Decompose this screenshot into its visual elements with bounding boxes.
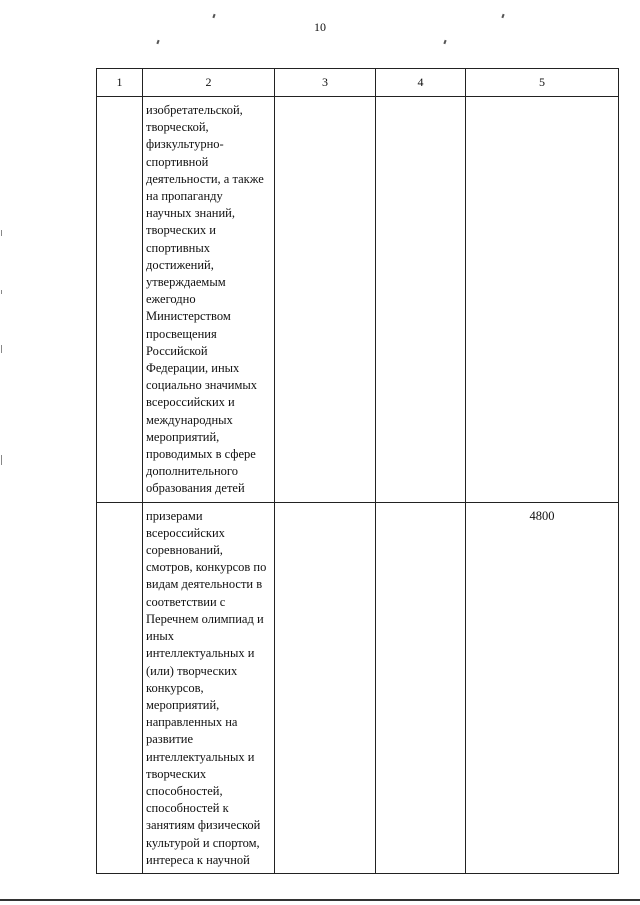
header-col-2: 2 (143, 69, 275, 97)
document-table (96, 68, 619, 874)
cell-col-5-text: 4800 (529, 508, 555, 523)
scan-speck (212, 14, 215, 18)
cell-col-5 (466, 502, 619, 873)
cell-col-2-text: призерами всероссийских соревнований, смотров, конкурсов по видам деятельности в соответствии с Перечнем олимпиад и иных интеллектуальных и (или) творческих конкурсов, мероприятий, направленных на развитие интеллектуальных и творческих способностей, способностей к занятиям физической культурой и спортом, интереса к научной (146, 508, 267, 867)
scan-speck (156, 40, 159, 44)
scan-edge-mark (1, 290, 2, 294)
table-header-row (97, 69, 619, 97)
page-number: 10 (314, 20, 326, 34)
scan-edge-mark (1, 455, 2, 465)
cell-col-2 (143, 97, 275, 503)
scan-edge-mark (1, 345, 2, 353)
table-row (97, 97, 619, 503)
header-col-1: 1 (97, 69, 143, 97)
cell-col-5 (466, 97, 619, 503)
scan-bottom-edge (0, 899, 640, 901)
cell-col-1-text (97, 97, 142, 109)
cell-col-1 (97, 97, 143, 503)
cell-col-4-text (376, 97, 465, 109)
cell-col-2-text: изобретательской, творческой, физкультурно- спортивной деятельности, а также на пропаганду научных знаний, творческих и спортивных достижений, утверждаемым ежегодно Министерством просвещения Российской Федерации, иных социально значимых всероссийских и международных мероприятий, проводимых в сфере дополнительного образования детей (146, 103, 264, 496)
scan-speck (443, 40, 446, 44)
header-col-3: 3 (275, 69, 376, 97)
cell-col-1 (97, 502, 143, 873)
header-col-4: 4 (376, 69, 466, 97)
cell-col-2 (143, 502, 275, 873)
cell-col-3-text (275, 97, 375, 109)
scan-edge-mark (1, 230, 2, 236)
cell-col-3 (275, 502, 376, 873)
cell-col-3-text (275, 503, 375, 515)
scan-speck (501, 14, 504, 18)
cell-col-3 (275, 97, 376, 503)
cell-col-1-text (97, 503, 142, 515)
cell-col-4 (376, 502, 466, 873)
cell-col-4 (376, 97, 466, 503)
cell-col-4-text (376, 503, 465, 515)
table-row (97, 502, 619, 873)
header-col-5: 5 (466, 69, 619, 97)
cell-col-5-text (466, 97, 618, 109)
